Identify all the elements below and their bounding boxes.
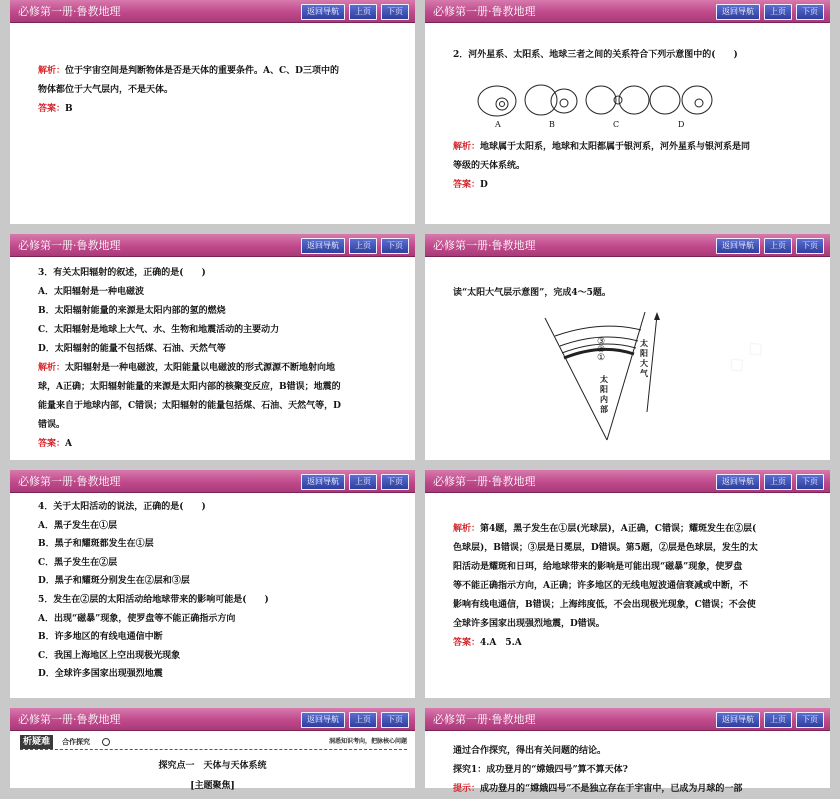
slide-header	[425, 0, 830, 23]
question-line: 2．河外星系、太阳系、地球三者之间的关系符合下列示意图中的( )	[453, 50, 738, 60]
next-page-button[interactable]: 下页	[796, 474, 824, 490]
solar-atmosphere-label: 太阳大气	[640, 338, 648, 378]
text-line: 提示：成功登月的“嫦娥四号”不是独立存在于宇宙中，已成为月球的一部	[453, 784, 743, 794]
slide-header	[425, 470, 830, 493]
answer-line: 答案：A	[38, 439, 72, 449]
slide-header	[425, 708, 830, 731]
answer-line: 答案：D	[453, 180, 488, 190]
intro-line: 读“太阳大气层示意图”，完成4～5题。	[453, 288, 611, 298]
option-a-figure	[478, 86, 516, 116]
text-line: 等级的天体系统。	[453, 161, 526, 171]
banner-circle-icon	[102, 738, 110, 746]
option-label-a: A	[495, 120, 501, 129]
prev-page-button[interactable]: 上页	[349, 474, 377, 490]
topic-subtitle: [主题聚焦]	[190, 781, 235, 791]
nav-button[interactable]: 返回导航	[716, 238, 760, 254]
nav-button[interactable]: 返回导航	[716, 4, 760, 20]
section-banner	[20, 735, 407, 750]
slide-8	[425, 708, 830, 794]
layer-3-label: ③	[597, 337, 606, 347]
text-line: 解析：位于宇宙空间是判断物体是否是天体的重要条件。A、C、D三项中的	[38, 66, 339, 76]
question-line: 5．发生在②层的太阳活动给地球带来的影响可能是( )	[38, 594, 269, 605]
text-line: 阳活动是耀斑和日珥，给地球带来的影响是可能出现“磁暴”现象，使罗盘	[453, 562, 743, 572]
topic-title: 探究点一 天体与天体系统	[158, 761, 267, 771]
option-line: A．太阳辐射是一种电磁波	[38, 287, 144, 297]
option-line: D．全球许多国家出现强烈地震	[38, 669, 163, 680]
prev-page-button[interactable]: 上页	[349, 712, 377, 728]
slide-header	[10, 708, 415, 731]
slide-body	[38, 498, 397, 684]
next-page-button[interactable]: 下页	[381, 712, 409, 728]
slide-body	[38, 62, 397, 119]
text-line: 解析：第4题，黑子发生在①层(光球层)，A正确，C错误；耀斑发生在②层(	[453, 524, 757, 534]
nav-button[interactable]: 返回导航	[716, 712, 760, 728]
option-line: B．黑子和耀斑都发生在①层	[38, 539, 154, 550]
nav-button[interactable]: 返回导航	[301, 4, 345, 20]
slide-header	[10, 470, 415, 493]
answer-line: 答案：B	[38, 104, 73, 114]
option-line: D．太阳辐射的能量不包括煤、石油、天然气等	[38, 344, 226, 354]
slide-header	[10, 0, 415, 23]
nav-button[interactable]: 返回导航	[301, 238, 345, 254]
prev-page-button[interactable]: 上页	[764, 4, 792, 20]
prev-page-button[interactable]: 上页	[349, 238, 377, 254]
solar-interior-label: 太阳内部	[600, 374, 608, 414]
watermark: ◇ ◇	[721, 333, 770, 380]
next-page-button[interactable]: 下页	[381, 474, 409, 490]
next-page-button[interactable]: 下页	[796, 712, 824, 728]
next-page-button[interactable]: 下页	[381, 4, 409, 20]
text-line: 能量来自于地球内部，C错误；太阳辐射的能量包括煤、石油、天然气等，D	[38, 401, 341, 411]
answer-line: 答案：4.A 5.A	[453, 638, 522, 648]
text-line: 解析：太阳辐射是一种电磁波，太阳能量以电磁波的形式源源不断地射向地	[38, 363, 336, 373]
question-line: 3．有关太阳辐射的叙述，正确的是( )	[38, 268, 206, 278]
text-line: 影响有线电通信，B错误；上海纬度低，不会出现极光现象，C错误；不会使	[453, 600, 756, 610]
option-line: B．太阳辐射能量的来源是太阳内部的氢的燃烧	[38, 306, 226, 316]
circles-diagram	[475, 82, 715, 130]
text-line: 解析：地球属于太阳系，地球和太阳都属于银河系，河外星系与银河系是同	[453, 142, 751, 152]
option-b-figure	[525, 85, 577, 115]
text-line: 物体都位于大气层内，不是天体。	[38, 85, 174, 95]
slide-body	[38, 264, 397, 454]
text-line: 错误。	[38, 420, 66, 430]
nav-button[interactable]: 返回导航	[301, 474, 345, 490]
text-line: 色球层)，B错误；③层是日冕层，D错误。第5题，②层是色球层，发生的太	[453, 543, 758, 553]
header-title: 必修第一册·鲁教地理	[18, 5, 121, 18]
text-line: 球，A正确；太阳辐射能量的来源是太阳内部的核聚变反应，B错误；地震的	[38, 382, 341, 392]
option-line: D．黑子和耀斑分别发生在②层和③层	[38, 576, 190, 587]
prev-page-button[interactable]: 上页	[349, 4, 377, 20]
option-label-c: C	[613, 120, 620, 129]
option-line: A．黑子发生在①层	[38, 520, 117, 531]
next-page-button[interactable]: 下页	[796, 238, 824, 254]
next-page-button[interactable]: 下页	[796, 4, 824, 20]
header-title: 必修第一册·鲁教地理	[433, 713, 536, 726]
option-line: C．太阳辐射是地球上大气、水、生物和地震活动的主要动力	[38, 325, 280, 335]
header-title: 必修第一册·鲁教地理	[18, 239, 121, 252]
banner-subtitle: 合作探究	[62, 737, 90, 746]
slide-6	[425, 470, 830, 698]
slide-7	[10, 708, 415, 791]
option-label-d: D	[678, 120, 685, 129]
option-line: A．出现“磁暴”现象，使罗盘等不能正确指示方向	[38, 613, 236, 624]
option-label-b: B	[549, 120, 555, 129]
slide-1	[10, 0, 415, 224]
banner-right-text: 洞悉知识考向，把脉核心问题	[327, 735, 407, 749]
slide-5	[10, 470, 415, 698]
layer-2-label: ②	[597, 345, 606, 355]
slide-body	[453, 742, 812, 799]
option-line: C．我国上海地区上空出现极光现象	[38, 650, 181, 661]
header-title: 必修第一册·鲁教地理	[18, 713, 121, 726]
header-title: 必修第一册·鲁教地理	[18, 475, 121, 488]
prev-page-button[interactable]: 上页	[764, 712, 792, 728]
text-line: 通过合作探究，得出有关问题的结论。	[453, 746, 607, 756]
option-d-figure	[650, 86, 712, 114]
option-line: C．黑子发生在②层	[38, 557, 118, 568]
text-line: 探究1：成功登月的“嫦娥四号”算不算天体?	[453, 765, 628, 775]
layer-1-label: ①	[597, 353, 606, 363]
banner-title: 析疑难	[20, 735, 53, 749]
option-line: B．许多地区的有线电通信中断	[38, 632, 163, 643]
slide-header	[425, 234, 830, 257]
nav-button[interactable]: 返回导航	[301, 712, 345, 728]
prev-page-button[interactable]: 上页	[764, 238, 792, 254]
slide-header	[10, 234, 415, 257]
header-title: 必修第一册·鲁教地理	[433, 475, 536, 488]
slide-body	[453, 284, 812, 303]
option-c-figure	[586, 86, 649, 114]
nav-button[interactable]: 返回导航	[716, 474, 760, 490]
slide-3	[10, 234, 415, 460]
slide-body	[453, 138, 812, 195]
question-line: 4．关于太阳活动的说法，正确的是( )	[38, 502, 206, 512]
slide-4	[425, 234, 830, 460]
header-title: 必修第一册·鲁教地理	[433, 239, 536, 252]
text-line: 等不能正确指示方向，A正确；许多地区的无线电短波通信衰减或中断，不	[453, 581, 748, 591]
text-line: 全球许多国家出现强烈地震，D错误。	[453, 619, 605, 629]
header-title: 必修第一册·鲁教地理	[433, 5, 536, 18]
slide-body	[453, 46, 812, 65]
next-page-button[interactable]: 下页	[381, 238, 409, 254]
slide-body	[453, 520, 812, 653]
slide-2	[425, 0, 830, 224]
prev-page-button[interactable]: 上页	[764, 474, 792, 490]
